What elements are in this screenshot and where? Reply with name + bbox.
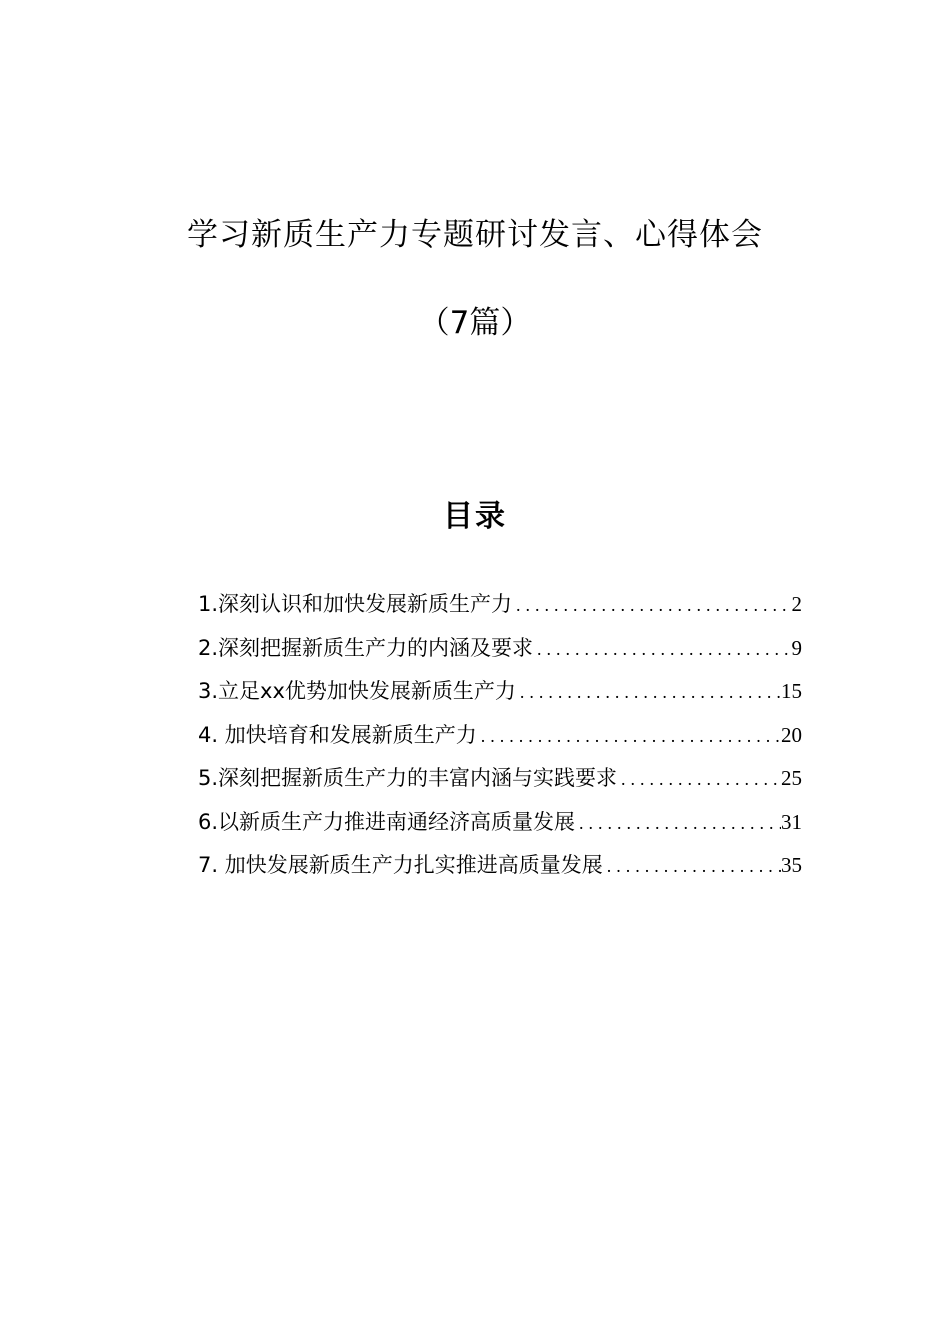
toc-entry-title: 2.深刻把握新质生产力的内涵及要求 bbox=[198, 635, 534, 660]
toc-entry bbox=[198, 670, 802, 714]
toc-entry-page: 20 bbox=[781, 722, 802, 747]
toc-entry bbox=[198, 757, 802, 801]
table-of-contents bbox=[198, 583, 802, 888]
toc-leader-dots bbox=[516, 671, 781, 715]
toc-entry bbox=[198, 627, 802, 671]
toc-leader-dots bbox=[603, 845, 781, 889]
toc-heading: 目录 bbox=[443, 499, 507, 534]
toc-entry bbox=[198, 714, 802, 758]
toc-entry bbox=[198, 801, 802, 845]
document-subtitle: （7篇） bbox=[418, 305, 532, 341]
toc-leader-dots bbox=[575, 802, 781, 846]
toc-entry-page: 25 bbox=[781, 766, 802, 790]
toc-entry-page: 9 bbox=[791, 635, 802, 660]
toc-entry-page: 2 bbox=[791, 592, 802, 616]
toc-entry-title: 4. 加快培育和发展新质生产力 bbox=[198, 722, 477, 747]
toc-entry-title: 5.深刻把握新质生产力的丰富内涵与实践要求 bbox=[198, 766, 618, 790]
toc-leader-dots bbox=[477, 715, 781, 759]
toc-entry-page: 31 bbox=[781, 809, 802, 834]
toc-entry-title: 6.以新质生产力推进南通经济高质量发展 bbox=[198, 809, 576, 834]
toc-entry-title: 1.深刻认识和加快发展新质生产力 bbox=[198, 592, 513, 616]
toc-leader-dots bbox=[617, 758, 781, 802]
toc-entry bbox=[198, 844, 802, 888]
toc-leader-dots bbox=[512, 584, 790, 628]
toc-entry-title: 3.立足xx优势加快发展新质生产力 bbox=[198, 679, 516, 703]
toc-entry bbox=[198, 583, 802, 627]
toc-entry-page: 35 bbox=[781, 853, 802, 877]
document-title: 学习新质生产力专题研讨发言、心得体会 bbox=[187, 217, 763, 253]
toc-entry-title: 7. 加快发展新质生产力扎实推进高质量发展 bbox=[198, 853, 603, 877]
toc-entry-page: 15 bbox=[781, 679, 802, 703]
toc-leader-dots bbox=[533, 628, 790, 672]
